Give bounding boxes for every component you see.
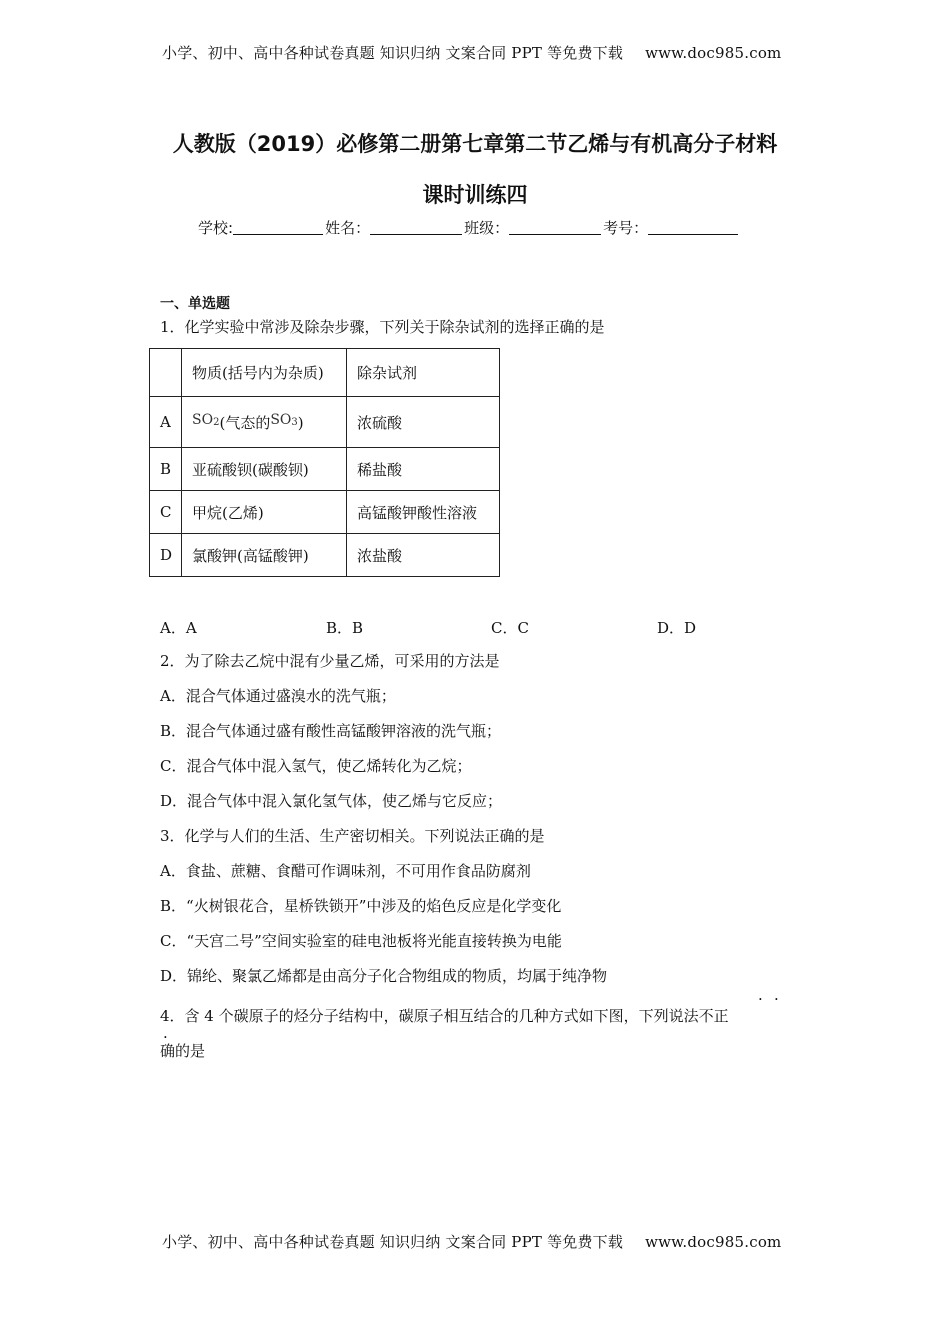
student-info-line: [198, 217, 740, 238]
row-label: B: [150, 448, 182, 491]
so2-formula: SO2: [192, 411, 220, 428]
emphasis-dot: ·: [774, 990, 779, 1008]
so3-formula: SO3: [270, 411, 298, 428]
q1-choice-c[interactable]: C．C: [491, 619, 529, 637]
q3-option-d[interactable]: D．锦纶、聚氯乙烯都是由高分子化合物组成的物质，均属于纯净物: [160, 967, 608, 985]
q1-choice-b[interactable]: B．B: [326, 619, 364, 637]
q1-table: [149, 348, 500, 577]
table-header-cell: 除杂试剂: [347, 349, 500, 397]
table-header-row: [150, 349, 500, 397]
emphasis-dot: ·: [758, 990, 763, 1008]
table-row: [150, 448, 500, 491]
row-label: D: [150, 534, 182, 577]
q3-option-a[interactable]: A．食盐、蔗糖、食醋可作调味剂，不可用作食品防腐剂: [160, 862, 531, 880]
row-substance-close: ): [297, 413, 304, 432]
row-substance: [182, 397, 347, 448]
class-blank[interactable]: [509, 220, 601, 235]
page-header: [162, 42, 781, 63]
q2-option-b[interactable]: B．混合气体通过盛有酸性高锰酸钾溶液的洗气瓶；: [160, 722, 502, 740]
q3-option-c[interactable]: C．“天宫二号”空间实验室的硅电池板将光能直接转换为电能: [160, 932, 562, 950]
emphasis-dot: ·: [163, 1028, 168, 1046]
class-label: 班级：: [464, 219, 510, 237]
row-reagent: 高锰酸钾酸性溶液: [347, 491, 500, 534]
table-row: [150, 397, 500, 448]
q2-option-d[interactable]: D．混合气体中混入氯化氢气体，使乙烯与它反应；: [160, 792, 503, 810]
name-label: 姓名：: [325, 219, 371, 237]
footer-site: www.doc985.com: [645, 1233, 782, 1251]
q2-option-a[interactable]: A．混合气体通过盛溴水的洗气瓶；: [160, 687, 396, 705]
q2-option-c[interactable]: C．混合气体中混入氢气，使乙烯转化为乙烷；: [160, 757, 472, 775]
school-label: 学校:: [198, 219, 234, 237]
q1-choice-a[interactable]: A．A: [160, 619, 197, 637]
row-substance: 氯酸钾(高锰酸钾): [182, 534, 347, 577]
table-header-cell: 物质(括号内为杂质): [182, 349, 347, 397]
footer-text: 小学、初中、高中各种试卷真题 知识归纳 文案合同 PPT 等免费下载: [162, 1233, 624, 1251]
row-reagent: 浓盐酸: [347, 534, 500, 577]
q1-stem: 1．化学实验中常涉及除杂步骤，下列关于除杂试剂的选择正确的是: [160, 318, 605, 336]
header-site: www.doc985.com: [645, 44, 782, 62]
school-blank[interactable]: [233, 220, 323, 235]
q4-stem-line2: 确的是: [160, 1042, 206, 1060]
row-substance: 甲烷(乙烯): [182, 491, 347, 534]
number-blank[interactable]: [648, 220, 738, 235]
row-substance: 亚硫酸钡(碳酸钡): [182, 448, 347, 491]
row-substance-text: (气态的: [219, 413, 271, 432]
document-title: 人教版（2019）必修第二册第七章第二节乙烯与有机高分子材料: [172, 132, 778, 156]
row-label: A: [150, 397, 182, 448]
row-reagent: 稀盐酸: [347, 448, 500, 491]
q4-stem-line1: 4．含 4 个碳原子的烃分子结构中，碳原子相互结合的几种方式如下图，下列说法不正: [160, 1007, 729, 1025]
q3-option-b[interactable]: B．“火树银花合，星桥铁锁开”中涉及的焰色反应是化学变化: [160, 897, 562, 915]
name-blank[interactable]: [370, 220, 462, 235]
table-row: [150, 491, 500, 534]
q1-choice-d[interactable]: D．D: [657, 619, 697, 637]
row-label: C: [150, 491, 182, 534]
q3-stem: 3．化学与人们的生活、生产密切相关。下列说法正确的是: [160, 827, 545, 845]
section-heading: 一、单选题: [160, 296, 230, 312]
document-subtitle: 课时训练四: [422, 183, 528, 207]
header-text: 小学、初中、高中各种试卷真题 知识归纳 文案合同 PPT 等免费下载: [162, 44, 624, 62]
q2-stem: 2．为了除去乙烷中混有少量乙烯，可采用的方法是: [160, 652, 500, 670]
page-footer: [162, 1231, 781, 1252]
table-header-cell: [150, 349, 182, 397]
table-row: [150, 534, 500, 577]
number-label: 考号：: [603, 219, 649, 237]
row-reagent: 浓硫酸: [347, 397, 500, 448]
